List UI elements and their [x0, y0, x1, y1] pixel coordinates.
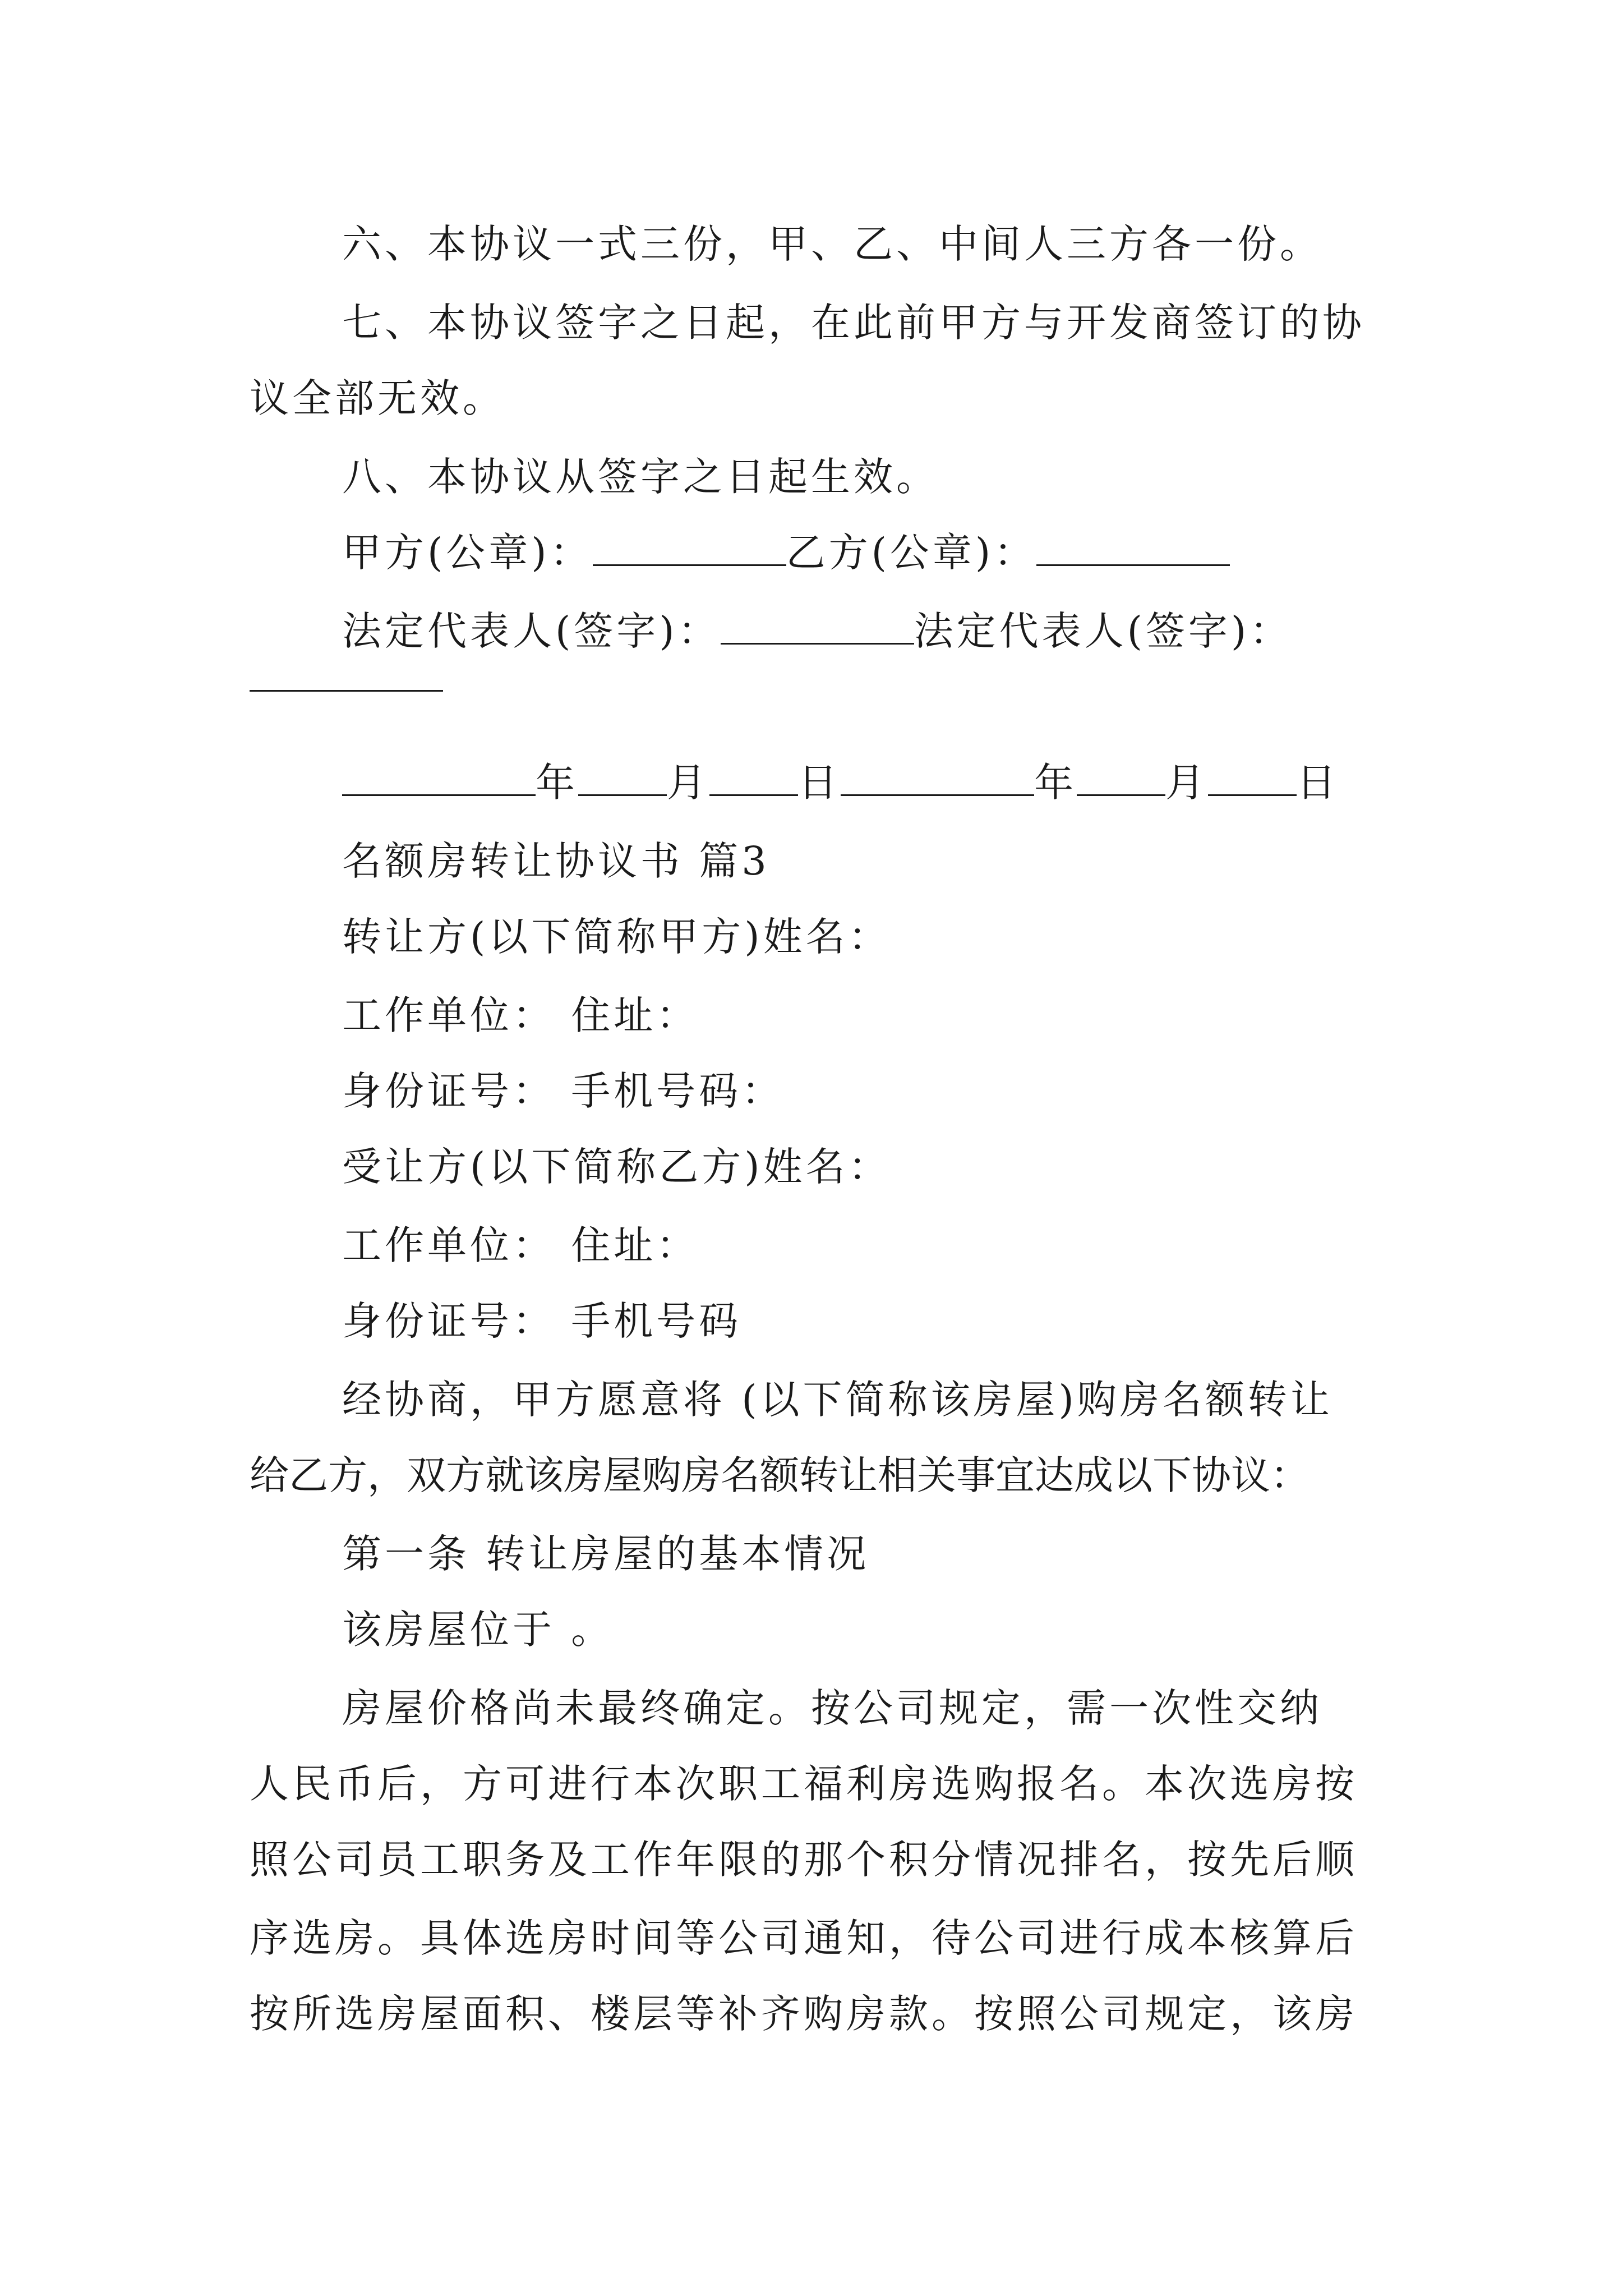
- price-paragraph: 房屋价格尚未最终确定。按公司规定，需一次性交纳: [342, 1685, 1322, 1731]
- month-a: 月: [667, 760, 709, 806]
- year-blank-a: [342, 758, 536, 796]
- price-paragraph-line-3: 照公司员工职务及工作年限的那个积分情况排名，按先后顺: [250, 1837, 1358, 1883]
- month-blank-b: [1077, 758, 1165, 796]
- day-b: 日: [1297, 760, 1339, 806]
- party-a-seal-blank: [593, 528, 786, 566]
- price-paragraph-line-4: 序选房。具体选房时间等公司通知，待公司进行成本核算后: [250, 1915, 1358, 1961]
- transferor-work: 工作单位： 住址：: [342, 992, 699, 1038]
- month-b: 月: [1165, 760, 1208, 806]
- day-blank-b: [1208, 758, 1297, 796]
- party-a-rep-label: 法定代表人(签字)：: [342, 608, 721, 654]
- day-a: 日: [798, 760, 841, 806]
- transferor-name: 转让方(以下简称甲方)姓名：: [342, 914, 891, 960]
- clause-six: 六、本协议一式三份，甲、乙、中间人三方各一份。: [342, 221, 1322, 267]
- transferee-work: 工作单位： 住址：: [342, 1222, 699, 1268]
- day-blank-a: [709, 758, 798, 796]
- location-line: 该房屋位于 。: [342, 1607, 614, 1653]
- article-one-heading: 第一条 转让房屋的基本情况: [342, 1531, 870, 1577]
- clause-eight: 八、本协议从签字之日起生效。: [342, 454, 939, 500]
- section-heading: 名额房转让协议书 篇3: [342, 838, 770, 884]
- party-b-seal-label: 乙方(公章)：: [786, 530, 1037, 576]
- year-blank-b: [841, 758, 1034, 796]
- clause-seven: 七、本协议签字之日起，在此前甲方与开发商签订的协: [342, 300, 1365, 346]
- month-blank-a: [578, 758, 667, 796]
- party-b-rep-label: 法定代表人(签字)：: [914, 608, 1293, 654]
- year-b: 年: [1034, 760, 1077, 806]
- party-a-seal-label: 甲方(公章)：: [342, 530, 593, 576]
- representative-line: [342, 603, 1292, 659]
- party-a-rep-blank: [721, 607, 914, 645]
- seal-line: [342, 524, 1230, 581]
- year-a: 年: [536, 760, 578, 806]
- intro-paragraph-cont: 给乙方，双方就该房屋购房名额转让相关事宜达成以下协议：: [250, 1452, 1310, 1498]
- date-line: [342, 754, 1339, 811]
- party-b-seal-blank: [1036, 528, 1230, 566]
- intro-paragraph: 经协商，甲方愿意将 (以下简称该房屋)购房名额转让: [342, 1377, 1333, 1423]
- party-b-rep-blank: [250, 690, 443, 692]
- transferee-id: 身份证号： 手机号码: [342, 1298, 742, 1344]
- transferee-name: 受让方(以下简称乙方)姓名：: [342, 1144, 891, 1190]
- price-paragraph-line-5: 按所选房屋面积、楼层等补齐购房款。按照公司规定，该房: [250, 1991, 1358, 2037]
- price-paragraph-line-2: 人民币后，方可进行本次职工福利房选购报名。本次选房按: [250, 1761, 1358, 1807]
- clause-seven-cont: 议全部无效。: [250, 375, 505, 421]
- transferor-id: 身份证号： 手机号码：: [342, 1068, 785, 1114]
